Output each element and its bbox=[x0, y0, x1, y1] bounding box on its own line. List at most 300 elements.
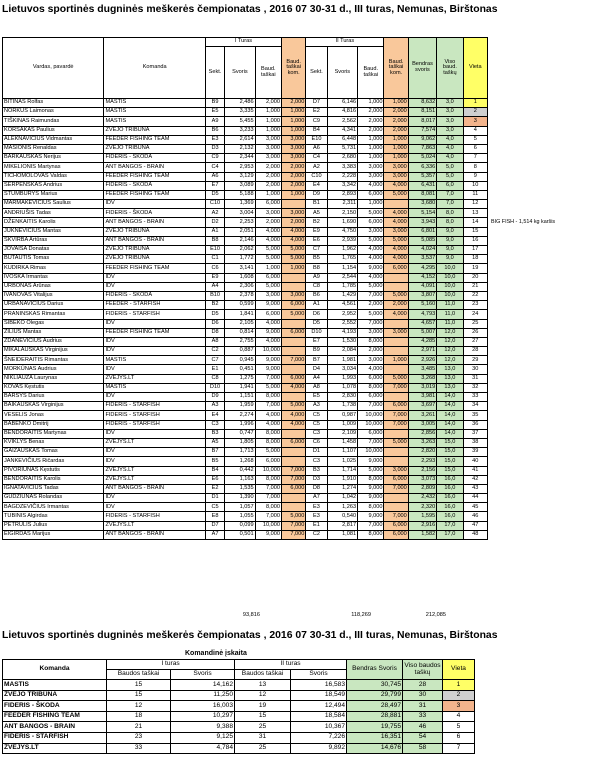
cell-points-2: 4,000 bbox=[358, 273, 384, 282]
cell-team-points-2: 1,000 bbox=[384, 99, 408, 108]
cell-points-2: 5,000 bbox=[358, 282, 384, 291]
team-cell-place: 7 bbox=[443, 743, 475, 754]
cell-name: IGNATAVIČIUS Tadas bbox=[3, 484, 104, 493]
team-cell-place: 5 bbox=[443, 722, 475, 733]
cell-weight-1: 1,055 bbox=[225, 512, 255, 521]
cell-weight-1: 2,274 bbox=[225, 411, 255, 420]
cell-team-points-2 bbox=[384, 365, 408, 374]
cell-weight-2: 1,530 bbox=[327, 337, 357, 346]
cell-name: KUDIRKA Rimas bbox=[3, 264, 104, 273]
cell-weight-1: 2,253 bbox=[225, 218, 255, 227]
header-total-points: Viso baud. taškų bbox=[437, 38, 463, 99]
cell-points-1: 7,000 bbox=[255, 484, 281, 493]
cell-total-weight: 4,793 bbox=[408, 310, 436, 319]
cell-total-points: 17,0 bbox=[437, 530, 463, 539]
team-cell-weight-1: 10,297 bbox=[171, 711, 235, 722]
team-cell-points-2: 31 bbox=[235, 732, 291, 743]
cell-sector-2: B3 bbox=[306, 466, 327, 475]
cell-place: 20 bbox=[463, 273, 487, 282]
cell-weight-1: 1,608 bbox=[225, 273, 255, 282]
cell-total-weight: 3,537 bbox=[408, 255, 436, 264]
cell-sector-2: E6 bbox=[306, 236, 327, 245]
cell-total-weight: 6,336 bbox=[408, 163, 436, 172]
cell-sector-1: E8 bbox=[205, 512, 224, 521]
cell-place: 43 bbox=[463, 484, 487, 493]
cell-sector-1: B5 bbox=[205, 457, 224, 466]
cell-team-points-1: 5,000 bbox=[281, 512, 305, 521]
cell-team-points-2: 2,000 bbox=[384, 117, 408, 126]
team-header-weight-2: Svoris bbox=[291, 670, 347, 680]
cell-weight-1: 2,105 bbox=[225, 319, 255, 328]
team-cell-weight-2: 18,584 bbox=[291, 711, 347, 722]
cell-total-weight: 5,007 bbox=[408, 328, 436, 337]
team-cell-weight-2: 12,494 bbox=[291, 701, 347, 712]
cell-total-points: 14,0 bbox=[437, 393, 463, 402]
cell-name: ANDRIUŠIS Tadas bbox=[3, 209, 104, 218]
cell-team-points-1: 3,000 bbox=[281, 144, 305, 153]
cell-team-points-2: 6,000 bbox=[384, 264, 408, 273]
team-cell-place: 6 bbox=[443, 732, 475, 743]
header-place: Vieta bbox=[463, 38, 487, 99]
cell-team-points-1: 5,000 bbox=[281, 310, 305, 319]
cell-points-2: 4,000 bbox=[358, 181, 384, 190]
cell-weight-2: 1,690 bbox=[327, 218, 357, 227]
table-row bbox=[3, 108, 488, 117]
table-row bbox=[3, 99, 488, 108]
team-cell-team: ŽVEJYS.LT bbox=[3, 743, 107, 754]
table-row bbox=[3, 383, 488, 392]
cell-team: MASTIS bbox=[104, 383, 205, 392]
cell-total-weight: 3,485 bbox=[408, 365, 436, 374]
table-row bbox=[3, 512, 488, 521]
table-row bbox=[3, 154, 488, 163]
cell-sector-1: E9 bbox=[205, 273, 224, 282]
cell-sector-1: E7 bbox=[205, 181, 224, 190]
cell-points-2: 1,000 bbox=[358, 200, 384, 209]
cell-total-points: 12,0 bbox=[437, 356, 463, 365]
team-cell-total-weight: 28,497 bbox=[347, 701, 403, 712]
cell-place: 33 bbox=[463, 393, 487, 402]
cell-team: IDV bbox=[104, 429, 205, 438]
cell-weight-1: 0,747 bbox=[225, 429, 255, 438]
team-cell-place: 2 bbox=[443, 690, 475, 701]
cell-team: FIDERIS - STARFISH bbox=[104, 402, 205, 411]
cell-team-points-1: 7,000 bbox=[281, 466, 305, 475]
cell-team-points-2 bbox=[384, 448, 408, 457]
cell-total-weight: 8,017 bbox=[408, 117, 436, 126]
cell-total-weight: 2,809 bbox=[408, 484, 436, 493]
cell-sector-1: D3 bbox=[205, 144, 224, 153]
cell-team: FIDERIS - STARFISH bbox=[104, 411, 205, 420]
table-row bbox=[3, 328, 488, 337]
cell-total-weight: 8,632 bbox=[408, 99, 436, 108]
cell-total-points: 4,0 bbox=[437, 135, 463, 144]
cell-place: 15 bbox=[463, 227, 487, 236]
team-page-title: Lietuvos sportinės dugninės meškerės čempionatas , 2016 07 30-31 d., III turas, Nemunas, Birštonas bbox=[2, 630, 498, 641]
cell-team-points-1: 7,000 bbox=[281, 530, 305, 539]
cell-name: JANKEVIČIUS Ričardas bbox=[3, 457, 104, 466]
cell-weight-1: 0,442 bbox=[225, 466, 255, 475]
cell-total-points: 16,0 bbox=[437, 494, 463, 503]
cell-points-2: 9,000 bbox=[358, 484, 384, 493]
cell-total-weight: 3,005 bbox=[408, 420, 436, 429]
cell-points-2: 5,000 bbox=[358, 466, 384, 475]
cell-points-1: 6,000 bbox=[255, 200, 281, 209]
cell-team-points-1: 6,000 bbox=[281, 301, 305, 310]
table-row bbox=[3, 273, 488, 282]
table-row bbox=[3, 530, 488, 539]
cell-place: 7 bbox=[463, 154, 487, 163]
cell-weight-1: 0,451 bbox=[225, 365, 255, 374]
cell-sector-1: B9 bbox=[205, 99, 224, 108]
table-row bbox=[3, 310, 488, 319]
cell-weight-2: 1,025 bbox=[327, 457, 357, 466]
cell-points-1: 1,000 bbox=[255, 126, 281, 135]
cell-total-weight: 2,293 bbox=[408, 457, 436, 466]
cell-sector-2: E4 bbox=[306, 181, 327, 190]
cell-place: 41 bbox=[463, 466, 487, 475]
cell-place: 17 bbox=[463, 246, 487, 255]
cell-team: ŽVEJYS.LT bbox=[104, 466, 205, 475]
cell-place: 39 bbox=[463, 448, 487, 457]
cell-weight-2: 4,341 bbox=[327, 126, 357, 135]
table-row bbox=[3, 374, 488, 383]
table-row bbox=[3, 190, 488, 199]
cell-name: KVIKLYS Benas bbox=[3, 438, 104, 447]
cell-points-2: 7,000 bbox=[358, 521, 384, 530]
cell-team-points-2: 2,000 bbox=[384, 108, 408, 117]
cell-total-weight: 3,697 bbox=[408, 402, 436, 411]
cell-team: MASTIS bbox=[104, 108, 205, 117]
cell-weight-2: 3,034 bbox=[327, 365, 357, 374]
team-cell-total-weight: 16,351 bbox=[347, 732, 403, 743]
results-table bbox=[2, 37, 488, 540]
cell-name: MASIONIS Renaldas bbox=[3, 144, 104, 153]
header-total-weight: Bendras svoris bbox=[408, 38, 436, 99]
team-cell-total-weight: 28,881 bbox=[347, 711, 403, 722]
cell-team-points-1: 3,000 bbox=[281, 154, 305, 163]
cell-total-points: 5,0 bbox=[437, 163, 463, 172]
cell-name: MIKALAUSKAS Virginijus bbox=[3, 347, 104, 356]
cell-place: 31 bbox=[463, 374, 487, 383]
cell-total-weight: 1,582 bbox=[408, 530, 436, 539]
cell-weight-2: 1,981 bbox=[327, 356, 357, 365]
cell-total-points: 9,0 bbox=[437, 236, 463, 245]
table-row bbox=[3, 448, 488, 457]
team-header-place: Vieta bbox=[443, 660, 475, 680]
cell-sector-2: B5 bbox=[306, 255, 327, 264]
cell-points-1: 4,000 bbox=[255, 236, 281, 245]
cell-sector-2: A6 bbox=[306, 144, 327, 153]
cell-sector-2: C4 bbox=[306, 154, 327, 163]
cell-place: 27 bbox=[463, 337, 487, 346]
cell-total-weight: 7,863 bbox=[408, 144, 436, 153]
cell-weight-1: 1,713 bbox=[225, 448, 255, 457]
cell-weight-2: 2,680 bbox=[327, 154, 357, 163]
cell-points-2: 2,000 bbox=[358, 347, 384, 356]
cell-team: IDV bbox=[104, 448, 205, 457]
cell-sector-1: A4 bbox=[205, 282, 224, 291]
header-sector-1: Sekt. bbox=[205, 47, 224, 99]
cell-weight-1: 1,057 bbox=[225, 503, 255, 512]
team-row bbox=[3, 690, 475, 701]
cell-total-points: 8,0 bbox=[437, 218, 463, 227]
cell-points-1: 6,000 bbox=[255, 273, 281, 282]
cell-weight-2: 2,311 bbox=[327, 200, 357, 209]
cell-total-points: 3,0 bbox=[437, 99, 463, 108]
cell-team-points-2 bbox=[384, 282, 408, 291]
cell-total-weight: 7,574 bbox=[408, 126, 436, 135]
cell-points-1: 7,000 bbox=[255, 374, 281, 383]
cell-sector-2: C5 bbox=[306, 420, 327, 429]
cell-total-weight: 2,926 bbox=[408, 356, 436, 365]
team-cell-total-weight: 29,799 bbox=[347, 690, 403, 701]
cell-team: IDV bbox=[104, 494, 205, 503]
cell-sector-2: D8 bbox=[306, 484, 327, 493]
cell-weight-2: 4,816 bbox=[327, 108, 357, 117]
cell-points-2: 3,000 bbox=[358, 227, 384, 236]
cell-total-points: 9,0 bbox=[437, 246, 463, 255]
cell-name: ZDANEVIČIUS Audrius bbox=[3, 337, 104, 346]
cell-team: FIDERIS - ŠKODA bbox=[104, 209, 205, 218]
cell-sector-1: E10 bbox=[205, 246, 224, 255]
cell-team-points-1 bbox=[281, 273, 305, 282]
cell-team-points-2: 3,000 bbox=[384, 163, 408, 172]
cell-points-2: 1,000 bbox=[358, 135, 384, 144]
table-row bbox=[3, 494, 488, 503]
cell-weight-1: 2,486 bbox=[225, 99, 255, 108]
cell-sector-2: B2 bbox=[306, 218, 327, 227]
cell-place: 14 bbox=[463, 218, 487, 227]
cell-points-2: 2,000 bbox=[358, 126, 384, 135]
cell-sector-2: C9 bbox=[306, 117, 327, 126]
team-cell-team: ANT BANGOS - BRAIN bbox=[3, 722, 107, 733]
cell-sector-2: B1 bbox=[306, 200, 327, 209]
cell-sector-1: D8 bbox=[205, 328, 224, 337]
cell-sector-1: E2 bbox=[205, 484, 224, 493]
cell-sector-2: C3 bbox=[306, 457, 327, 466]
cell-place: 35 bbox=[463, 411, 487, 420]
team-cell-weight-2: 10,367 bbox=[291, 722, 347, 733]
cell-weight-1: 0,814 bbox=[225, 328, 255, 337]
team-cell-team: FIDERIS - ŠKODA bbox=[3, 701, 107, 712]
table-row bbox=[3, 466, 488, 475]
cell-weight-1: 0,887 bbox=[225, 347, 255, 356]
cell-total-weight: 3,073 bbox=[408, 475, 436, 484]
cell-total-weight: 6,801 bbox=[408, 227, 436, 236]
cell-sector-1: C7 bbox=[205, 356, 224, 365]
cell-total-points: 3,0 bbox=[437, 117, 463, 126]
table-row bbox=[3, 438, 488, 447]
cell-points-2: 8,000 bbox=[358, 337, 384, 346]
cell-team-points-1 bbox=[281, 494, 305, 503]
team-cell-points-1: 23 bbox=[107, 732, 171, 743]
cell-place: 16 bbox=[463, 236, 487, 245]
cell-sector-1: C1 bbox=[205, 255, 224, 264]
table-row bbox=[3, 301, 488, 310]
table-row bbox=[3, 521, 488, 530]
cell-team-points-2 bbox=[384, 429, 408, 438]
cell-team-points-1: 4,000 bbox=[281, 383, 305, 392]
cell-sector-2: C7 bbox=[306, 246, 327, 255]
cell-sector-2: D10 bbox=[306, 328, 327, 337]
cell-name: MIKELIONIS Martynas bbox=[3, 163, 104, 172]
cell-total-points: 10,0 bbox=[437, 291, 463, 300]
cell-sector-2: E3 bbox=[306, 503, 327, 512]
cell-team-points-1 bbox=[281, 347, 305, 356]
cell-points-1: 4,000 bbox=[255, 319, 281, 328]
cell-team: IDV bbox=[104, 347, 205, 356]
team-header-weight-1: Svoris bbox=[171, 670, 235, 680]
header-weight-2: Svoris bbox=[327, 47, 357, 99]
cell-points-2: 9,000 bbox=[358, 264, 384, 273]
cell-weight-1: 3,129 bbox=[225, 172, 255, 181]
cell-place: 1 bbox=[463, 99, 487, 108]
cell-team-points-2: 3,000 bbox=[384, 466, 408, 475]
cell-name: ŠERPENSKAS Andrius bbox=[3, 181, 104, 190]
cell-team: FEEDER FISHING TEAM bbox=[104, 190, 205, 199]
cell-name: ŽILIUS Mantas bbox=[3, 328, 104, 337]
table-row bbox=[3, 429, 488, 438]
cell-sector-1: E5 bbox=[205, 108, 224, 117]
cell-team-points-2: 6,000 bbox=[384, 530, 408, 539]
cell-team: ŽVEJO TRIBŪNA bbox=[104, 144, 205, 153]
header-team: Komanda bbox=[104, 38, 205, 99]
cell-weight-1: 0,945 bbox=[225, 356, 255, 365]
total-round2: 118,269 bbox=[351, 612, 371, 618]
table-row bbox=[3, 457, 488, 466]
cell-weight-1: 1,369 bbox=[225, 200, 255, 209]
cell-sector-1: D1 bbox=[205, 494, 224, 503]
table-row bbox=[3, 227, 488, 236]
cell-name: JUKNEVIČIUS Mantas bbox=[3, 227, 104, 236]
cell-team-points-1: 6,000 bbox=[281, 438, 305, 447]
total-overall: 212,085 bbox=[425, 612, 446, 618]
team-header-round2: II turas bbox=[235, 660, 347, 670]
table-row bbox=[3, 144, 488, 153]
team-cell-weight-1: 9,125 bbox=[171, 732, 235, 743]
cell-team-points-2: 4,000 bbox=[384, 246, 408, 255]
cell-total-points: 13,0 bbox=[437, 365, 463, 374]
cell-points-2: 6,000 bbox=[358, 393, 384, 402]
cell-sector-1: E3 bbox=[205, 135, 224, 144]
cell-points-2: 5,000 bbox=[358, 310, 384, 319]
cell-weight-2: 4,561 bbox=[327, 301, 357, 310]
cell-name: MORKŪNAS Audrius bbox=[3, 365, 104, 374]
cell-total-weight: 4,285 bbox=[408, 337, 436, 346]
cell-sector-1: C3 bbox=[205, 420, 224, 429]
cell-team: FIDERIS - ŠKODA bbox=[104, 154, 205, 163]
cell-points-2: 4,000 bbox=[358, 246, 384, 255]
cell-sector-2: D6 bbox=[306, 310, 327, 319]
cell-place: 26 bbox=[463, 328, 487, 337]
cell-weight-1: 2,614 bbox=[225, 135, 255, 144]
cell-name: ŠIBEKO Olegas bbox=[3, 319, 104, 328]
cell-name: DŽENKAITIS Karolis bbox=[3, 218, 104, 227]
cell-weight-2: 0,540 bbox=[327, 512, 357, 521]
cell-total-points: 7,0 bbox=[437, 200, 463, 209]
cell-team-points-1: 7,000 bbox=[281, 356, 305, 365]
cell-team-points-1 bbox=[281, 365, 305, 374]
cell-weight-1: 2,146 bbox=[225, 236, 255, 245]
cell-sector-2: A9 bbox=[306, 273, 327, 282]
cell-team: ŽVEJYS.LT bbox=[104, 374, 205, 383]
cell-weight-2: 1,009 bbox=[327, 420, 357, 429]
cell-sector-2: C5 bbox=[306, 411, 327, 420]
cell-team: ŽVEJO TRIBŪNA bbox=[104, 227, 205, 236]
cell-total-points: 15,0 bbox=[437, 448, 463, 457]
cell-points-1: 8,000 bbox=[255, 438, 281, 447]
cell-team: FIDERIS - STARFISH bbox=[104, 420, 205, 429]
cell-team-points-2: 6,000 bbox=[384, 521, 408, 530]
cell-team: IDV bbox=[104, 200, 205, 209]
cell-total-points: 10,0 bbox=[437, 282, 463, 291]
cell-total-points: 11,0 bbox=[437, 301, 463, 310]
cell-points-1: 1,000 bbox=[255, 264, 281, 273]
table-row bbox=[3, 393, 488, 402]
cell-total-points: 4,0 bbox=[437, 144, 463, 153]
team-cell-weight-1: 9,388 bbox=[171, 722, 235, 733]
cell-total-weight: 2,320 bbox=[408, 503, 436, 512]
table-row bbox=[3, 126, 488, 135]
cell-points-1: 3,000 bbox=[255, 144, 281, 153]
table-row bbox=[3, 337, 488, 346]
cell-place: 13 bbox=[463, 209, 487, 218]
totals-row bbox=[0, 612, 590, 622]
cell-weight-1: 1,996 bbox=[225, 420, 255, 429]
cell-team: ŽVEJO TRIBŪNA bbox=[104, 246, 205, 255]
cell-team: ŽVEJO TRIBŪNA bbox=[104, 255, 205, 264]
cell-sector-1: C6 bbox=[205, 264, 224, 273]
team-cell-place: 4 bbox=[443, 711, 475, 722]
cell-team-points-1 bbox=[281, 448, 305, 457]
cell-place: 38 bbox=[463, 438, 487, 447]
cell-team: FIDERIS - STARFISH bbox=[104, 512, 205, 521]
cell-total-weight: 4,657 bbox=[408, 319, 436, 328]
cell-name: BARŠYS Darius bbox=[3, 393, 104, 402]
cell-sector-1: B10 bbox=[205, 291, 224, 300]
cell-points-2: 10,000 bbox=[358, 448, 384, 457]
cell-name: IVANOVAS Vitalijus bbox=[3, 291, 104, 300]
cell-weight-2: 3,383 bbox=[327, 163, 357, 172]
cell-weight-2: 6,448 bbox=[327, 135, 357, 144]
cell-weight-2: 1,962 bbox=[327, 246, 357, 255]
cell-sector-2: D4 bbox=[306, 365, 327, 374]
cell-team-points-1: 6,000 bbox=[281, 328, 305, 337]
cell-points-1: 10,000 bbox=[255, 521, 281, 530]
header-name: Vardas, pavardė bbox=[3, 38, 104, 99]
cell-weight-2: 1,429 bbox=[327, 291, 357, 300]
cell-total-points: 9,0 bbox=[437, 255, 463, 264]
cell-points-1: 2,000 bbox=[255, 163, 281, 172]
cell-total-points: 11,0 bbox=[437, 319, 463, 328]
team-header-round1: I turas bbox=[107, 660, 235, 670]
cell-sector-2: A5 bbox=[306, 209, 327, 218]
cell-total-points: 3,0 bbox=[437, 126, 463, 135]
cell-team: ANT BANGOS - BRAIN bbox=[104, 484, 205, 493]
table-row bbox=[3, 503, 488, 512]
team-cell-total-points: 33 bbox=[403, 711, 443, 722]
cell-team-points-1: 5,000 bbox=[281, 402, 305, 411]
cell-sector-2: A4 bbox=[306, 374, 327, 383]
cell-name: KORSAKAS Paulius bbox=[3, 126, 104, 135]
team-cell-team: FEEDER FISHING TEAM bbox=[3, 711, 107, 722]
header-round2-team-points: Baud. taškai kom. bbox=[384, 38, 408, 99]
table-row bbox=[3, 255, 488, 264]
cell-name: GAIŽAUSKAS Tomas bbox=[3, 448, 104, 457]
cell-sector-1: E1 bbox=[205, 365, 224, 374]
team-cell-weight-1: 11,250 bbox=[171, 690, 235, 701]
